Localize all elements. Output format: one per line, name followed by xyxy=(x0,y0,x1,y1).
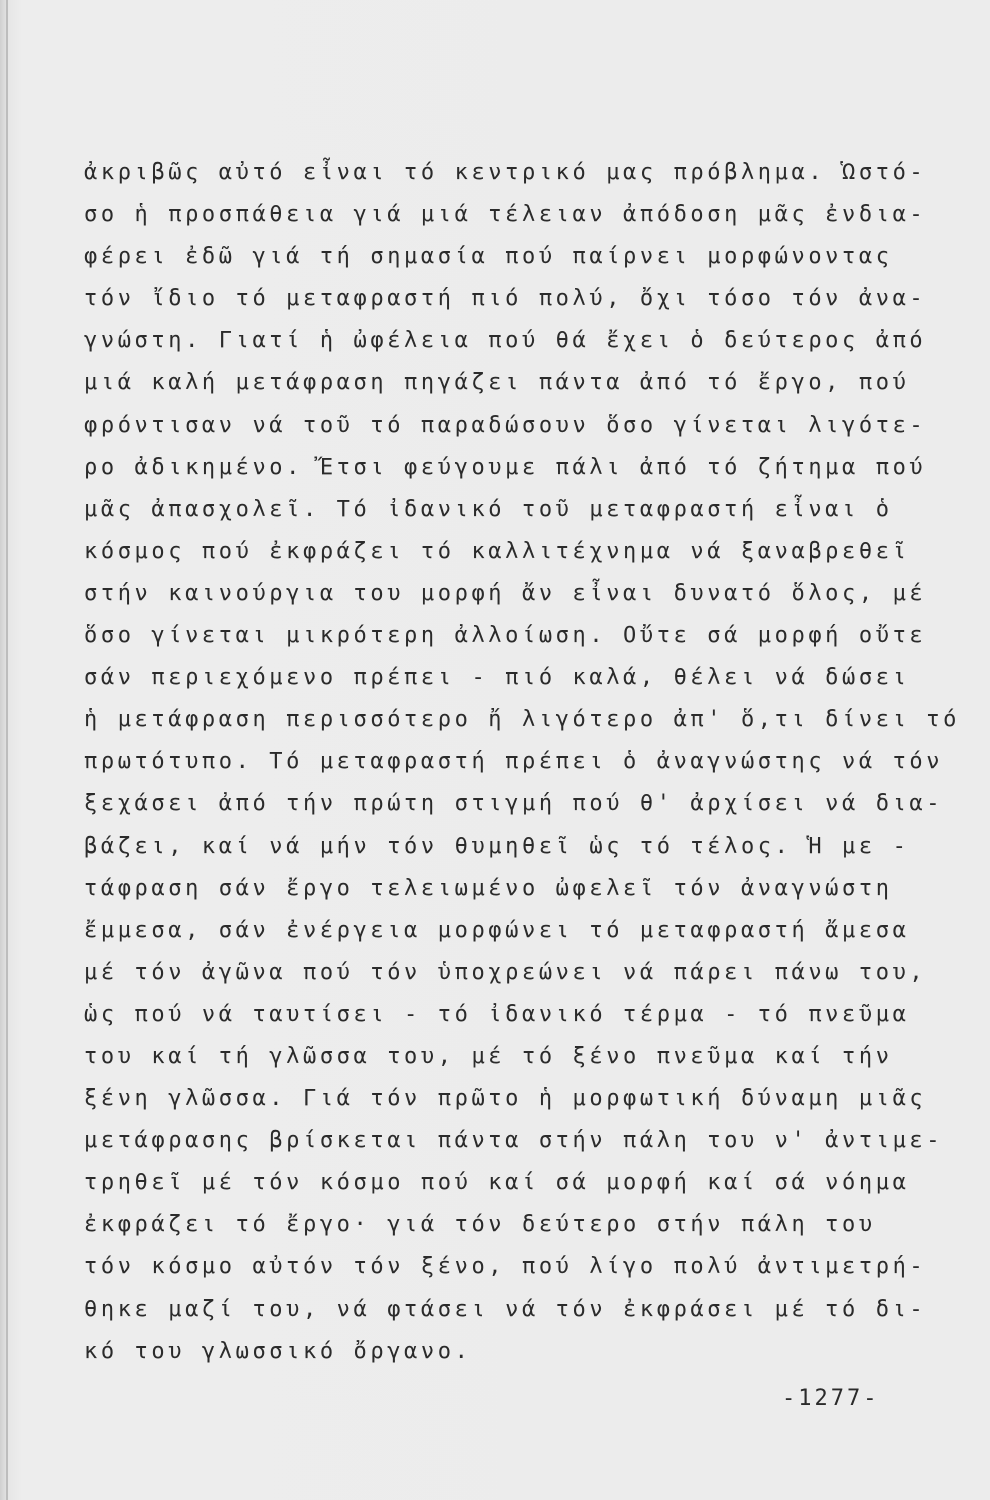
body-text xyxy=(84,152,960,1373)
text-line: κόσμος πού ἐκφράζει τό καλλιτέχνημα νά ξαναβρεθεῖ xyxy=(84,538,910,564)
text-line: τόν ἴδιο τό μεταφραστή πιό πολύ, ὄχι τόσο τόν ἀνα- xyxy=(84,286,927,312)
text-line: θηκε μαζί του, νά φτάσει νά τόν ἐκφράσει μέ τό δι- xyxy=(84,1296,927,1322)
text-line: τόν κόσμο αὐτόν τόν ξένο, πού λίγο πολύ ἀντιμετρή- xyxy=(84,1254,927,1280)
text-line: τάφραση σάν ἔργο τελειωμένο ὠφελεῖ τόν ἀναγνώστη xyxy=(84,875,893,901)
text-line: ξένη γλῶσσα. Γιά τόν πρῶτο ἡ μορφωτική δύναμη μιᾶς xyxy=(84,1086,927,1112)
text-line: μέ τόν ἀγῶνα πού τόν ὑποχρεώνει νά πάρει πάνω του, xyxy=(84,959,927,985)
text-line: σο ἡ προσπάθεια γιά μιά τέλειαν ἀπόδοση μᾶς ἐνδια- xyxy=(84,202,927,228)
text-line: μετάφρασης βρίσκεται πάντα στήν πάλη του ν' ἀντιμε- xyxy=(84,1128,944,1154)
text-line: φέρει ἐδῶ γιά τή σημασία πού παίρνει μορφώνοντας xyxy=(84,244,893,270)
text-line: ἀκριβῶς αὐτό εἶναι τό κεντρικό μας πρόβλημα. Ὡστό- xyxy=(84,160,927,185)
text-line: στήν καινούργια του μορφή ἄν εἶναι δυνατό ὅλος, μέ xyxy=(84,580,927,606)
text-line: ὡς πού νά ταυτίσει - τό ἰδανικό τέρμα - τό πνεῦμα xyxy=(84,1001,910,1027)
text-line: τρηθεῖ μέ τόν κόσμο πού καί σά μορφή καί σά νόημα xyxy=(84,1170,910,1196)
text-line: του καί τή γλῶσσα του, μέ τό ξένο πνεῦμα καί τήν xyxy=(84,1043,893,1069)
text-line: ὅσο γίνεται μικρότερη ἀλλοίωση. Οὔτε σά μορφή οὔτε xyxy=(84,623,927,649)
text-line: σάν περιεχόμενο πρέπει - πιό καλά, θέλει νά δώσει xyxy=(84,665,910,691)
text-line: ἐκφράζει τό ἔργο· γιά τόν δεύτερο στήν πάλη του xyxy=(84,1212,876,1238)
text-line: μᾶς ἀπασχολεῖ. Τό ἰδανικό τοῦ μεταφραστή εἶναι ὁ xyxy=(84,496,893,522)
text-line: ξεχάσει ἀπό τήν πρώτη στιγμή πού θ' ἀρχίσει νά δια- xyxy=(84,791,944,817)
page-number: -1277- xyxy=(782,1386,880,1411)
page-left-edge xyxy=(6,0,8,1500)
text-line: φρόντισαν νά τοῦ τό παραδώσουν ὅσο γίνεται λιγότε- xyxy=(84,412,927,438)
text-line: κό του γλωσσικό ὄργανο. xyxy=(84,1338,472,1364)
text-line: ρο ἀδικημένο. Ἔτσι φεύγουμε πάλι ἀπό τό ζήτημα πού xyxy=(84,454,927,480)
text-line: ἡ μετάφραση περισσότερο ἤ λιγότερο ἀπ' ὅ,τι δίνει τό xyxy=(84,707,960,733)
text-line: ἔμμεσα, σάν ἐνέργεια μορφώνει τό μεταφραστή ἄμεσα xyxy=(84,917,910,943)
text-line: γνώστη. Γιατί ἡ ὠφέλεια πού θά ἔχει ὁ δεύτερος ἀπό xyxy=(84,328,927,354)
text-line: μιά καλή μετάφραση πηγάζει πάντα ἀπό τό ἔργο, πού xyxy=(84,370,910,396)
text-line: πρωτότυπο. Τό μεταφραστή πρέπει ὁ ἀναγνώστης νά τόν xyxy=(84,749,944,775)
text-line: βάζει, καί νά μήν τόν θυμηθεῖ ὡς τό τέλος. Ἡ με - xyxy=(84,833,910,859)
